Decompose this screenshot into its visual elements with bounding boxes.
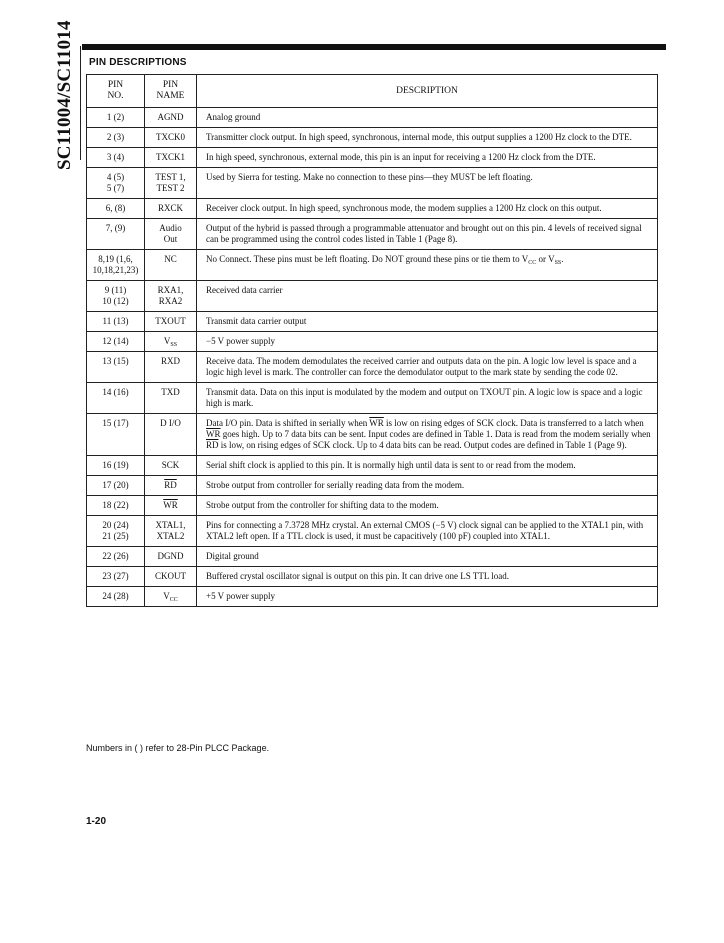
table-row (87, 476, 658, 496)
pin-description: Strobe output from controller for serially reading data from the modem. (197, 476, 658, 496)
pin-number-cell (87, 250, 145, 281)
pin-number-cell (87, 456, 145, 476)
pin-name: V (163, 336, 171, 346)
table-row (87, 312, 658, 332)
pin-number: 3 (4) (106, 152, 125, 162)
pin-number: 17 (20) (102, 480, 129, 490)
description-text: Data I/O pin. Data is shifted in serially when (206, 418, 370, 428)
description-text: goes high. Up to 7 data bits can be sent. Input codes are defined in Table 1. Data is read from the modem serially when (220, 429, 651, 439)
pin-number: 10,18,21,23) (92, 265, 139, 275)
table-row (87, 496, 658, 516)
pin-name: RXA2 (158, 296, 183, 306)
pin-name-cell (145, 250, 197, 281)
header-pin-name-line1: PIN (162, 80, 179, 90)
pin-number-cell (87, 312, 145, 332)
pin-number-cell (87, 108, 145, 128)
pin-number: 14 (16) (102, 387, 129, 397)
pin-description: Digital ground (197, 547, 658, 567)
pin-number-cell (87, 332, 145, 352)
pin-name: XTAL2 (156, 531, 185, 541)
pin-name: RXCK (157, 203, 183, 213)
description-subscript: SS (554, 260, 562, 266)
pin-name-cell (145, 281, 197, 312)
pin-number: 20 (24) (102, 520, 129, 530)
table-row (87, 414, 658, 456)
table-row (87, 219, 658, 250)
pin-description: Buffered crystal oscillator signal is output on this pin. It can drive one LS TTL load. (197, 567, 658, 587)
pin-number-cell (87, 128, 145, 148)
description-text: . (561, 254, 564, 264)
table-row (87, 383, 658, 414)
pin-name: TEST 1, (155, 172, 186, 182)
pin-description: −5 V power supply (197, 332, 658, 352)
pin-number: 4 (5) (106, 172, 125, 182)
table-row (87, 456, 658, 476)
active-low-signal: $\overline{WR}$ (206, 429, 221, 439)
pin-name: Out (163, 234, 178, 244)
pin-number: 12 (14) (102, 336, 129, 346)
pin-number-cell (87, 567, 145, 587)
pin-description: Received data carrier (197, 281, 658, 312)
pin-description: Transmit data carrier output (197, 312, 658, 332)
pin-number: 11 (13) (102, 316, 129, 326)
pin-name: XTAL1, (155, 520, 186, 530)
pin-number: 6, (8) (105, 203, 126, 213)
table-row (87, 199, 658, 219)
pin-number-cell (87, 199, 145, 219)
pin-description: Used by Sierra for testing. Make no connection to these pins—they MUST be left floating. (197, 168, 658, 199)
header-pin-name-line2: NAME (156, 91, 185, 101)
pin-description: Transmit data. Data on this input is modulated by the modem and output on TXOUT pin. A logic low is space and a logic high is mark. (197, 383, 658, 414)
pin-description (197, 414, 658, 456)
pin-name: RXD (160, 356, 180, 366)
pin-name: V (163, 591, 170, 601)
pin-number: 7, (9) (105, 223, 126, 233)
header-pin-no-line2: NO. (107, 91, 124, 101)
pin-name-cell (145, 567, 197, 587)
side-rule (80, 46, 81, 160)
pin-number-cell (87, 496, 145, 516)
table-row (87, 250, 658, 281)
pin-number: 13 (15) (102, 356, 129, 366)
description-text: or V (536, 254, 555, 264)
pin-number: 24 (28) (102, 591, 129, 601)
pin-number-cell (87, 168, 145, 199)
pin-name-cell (145, 108, 197, 128)
pin-name-cell (145, 312, 197, 332)
table-row (87, 168, 658, 199)
description-text: No Connect. These pins must be left floating. Do NOT ground these pins or tie them to V (206, 254, 529, 264)
pin-name-cell (145, 199, 197, 219)
pin-name: DGND (157, 551, 184, 561)
table-body (87, 108, 658, 607)
pin-name-cell (145, 352, 197, 383)
pin-name-cell (145, 496, 197, 516)
pin-name: TEST 2 (156, 183, 185, 193)
pin-name: D I/O (160, 418, 181, 428)
pin-description: Receive data. The modem demodulates the received carrier and outputs data on the pin. A logic low level is space and a logic high level is mark. The controller can force the demodulator output to the mark state by sending the code 02. (197, 352, 658, 383)
table-row (87, 108, 658, 128)
table-row (87, 332, 658, 352)
pin-description: Pins for connecting a 7.3728 MHz crystal. An external CMOS (−5 V) clock signal can be applied to the XTAL1 pin, with XTAL2 left open. If a TTL clock is used, it must be capacitively (100 pF) coupled into XTAL1. (197, 516, 658, 547)
pin-number-cell (87, 587, 145, 607)
header-description: DESCRIPTION (197, 75, 658, 108)
pin-name-cell (145, 456, 197, 476)
page-number: 1-20 (86, 816, 107, 827)
active-low-signal: $\overline{WR}$ (369, 418, 384, 428)
table-row (87, 547, 658, 567)
pin-name-subscript: SS (170, 342, 178, 348)
pin-number-cell (87, 414, 145, 456)
pin-number-cell (87, 547, 145, 567)
description-text: is low, on rising edges of SCK clock. Up to 4 data bits can be read. Output codes are defined in Table 1 (Page 9). (218, 440, 627, 450)
pin-number: 18 (22) (102, 500, 129, 510)
footnote: Numbers in ( ) refer to 28-Pin PLCC Package. (86, 743, 270, 753)
table-row (87, 128, 658, 148)
pin-description: Serial shift clock is applied to this pin. It is normally high until data is sent to or read from the modem. (197, 456, 658, 476)
table-row (87, 148, 658, 168)
section-title: PIN DESCRIPTIONS (89, 57, 187, 68)
pin-name: Audio (159, 223, 182, 233)
pin-number: 5 (7) (106, 183, 125, 193)
pin-name-cell (145, 414, 197, 456)
pin-name-cell (145, 383, 197, 414)
pin-name: TXCK1 (156, 152, 185, 162)
pin-name-cell (145, 547, 197, 567)
pin-name: RXA1, (157, 285, 184, 295)
pin-name: NC (164, 254, 177, 264)
table-row (87, 281, 658, 312)
pin-description: In high speed, synchronous, external mode, this pin is an input for receiving a 1200 Hz clock from the DTE. (197, 148, 658, 168)
pin-number-cell (87, 476, 145, 496)
pin-number: 2 (3) (106, 132, 125, 142)
pin-number-cell (87, 352, 145, 383)
pin-name: $\overline{RD}$ (164, 480, 177, 490)
pin-name-cell (145, 219, 197, 250)
pin-number-cell (87, 219, 145, 250)
pin-number-cell (87, 516, 145, 547)
pin-number: 9 (11) (104, 285, 127, 295)
pin-number: 8,19 (1,6, (98, 254, 133, 264)
header-pin-no (87, 75, 145, 108)
table-row (87, 587, 658, 607)
pin-number: 15 (17) (102, 418, 129, 428)
table-row (87, 567, 658, 587)
pin-number-cell (87, 148, 145, 168)
pin-number: 21 (25) (102, 531, 129, 541)
pin-name: TXD (161, 387, 180, 397)
pin-name: $\overline{WR}$ (163, 500, 178, 510)
description-text: is low on rising edges of SCK clock. Data is transferred to a latch when (383, 418, 644, 428)
pin-name-cell (145, 168, 197, 199)
pin-description (197, 250, 658, 281)
active-low-signal: $\overline{RD}$ (206, 440, 219, 450)
description-subscript: CC (528, 260, 537, 266)
side-title: SC11004/SC11014 (54, 20, 75, 170)
pin-name-cell (145, 332, 197, 352)
pin-number-cell (87, 383, 145, 414)
pin-descriptions-table (86, 74, 658, 607)
pin-number: 1 (2) (106, 112, 125, 122)
pin-number-cell (87, 281, 145, 312)
table-row (87, 352, 658, 383)
pin-number: 16 (19) (102, 460, 129, 470)
pin-description: Output of the hybrid is passed through a programmable attenuator and brought out on this pin. 4 levels of received signal can be programmed using the control codes listed in Table 1 (Page 8). (197, 219, 658, 250)
pin-name-cell (145, 516, 197, 547)
pin-name-cell (145, 476, 197, 496)
pin-name: TXOUT (155, 316, 186, 326)
pin-name: CKOUT (155, 571, 186, 581)
pin-description: Receiver clock output. In high speed, synchronous mode, the modem supplies a 1200 Hz clock on this output. (197, 199, 658, 219)
top-rule (82, 44, 666, 50)
table-header-row (87, 75, 658, 108)
pin-description: Strobe output from the controller for shifting data to the modem. (197, 496, 658, 516)
pin-name: TXCK0 (156, 132, 185, 142)
pin-number: 10 (12) (102, 296, 129, 306)
pin-number: 22 (26) (102, 551, 129, 561)
pin-name-subscript: CC (169, 597, 178, 603)
pin-number: 23 (27) (102, 571, 129, 581)
pin-name: SCK (161, 460, 180, 470)
header-pin-no-line1: PIN (107, 80, 124, 90)
pin-name-cell (145, 128, 197, 148)
pin-name-cell (145, 587, 197, 607)
pin-name-cell (145, 148, 197, 168)
pin-description: Transmitter clock output. In high speed, synchronous, internal mode, this output supplies a 1200 Hz clock to the DTE. (197, 128, 658, 148)
pin-description: +5 V power supply (197, 587, 658, 607)
pin-description: Analog ground (197, 108, 658, 128)
pin-name: AGND (157, 112, 184, 122)
header-pin-name (145, 75, 197, 108)
table-row (87, 516, 658, 547)
